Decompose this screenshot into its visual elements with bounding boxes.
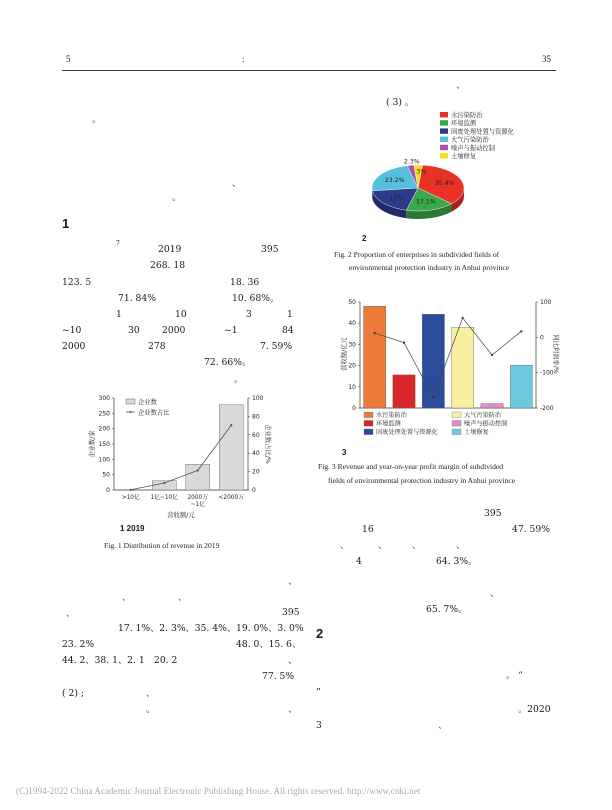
legend-swatch [440, 128, 448, 133]
legend-label: 固废处理处置与资源化 [451, 128, 514, 136]
text-fragment: 、 [122, 592, 132, 603]
figure-2-caption-line-1: Fig. 2 Proportion of enterprises in subdivided fields of [334, 250, 500, 259]
y2-tick-label: 0 [252, 487, 256, 494]
text-fragment: 。 [92, 114, 102, 125]
text-fragment: 。 “ [506, 670, 523, 681]
text-fragment: 72. 66%。 [204, 357, 252, 368]
y-tick-label: 200 [98, 425, 110, 433]
legend-label: 环境监测 [376, 420, 401, 428]
running-header-colon: : [242, 54, 245, 64]
line-point [130, 489, 132, 491]
y2-tick-label: 0 [540, 334, 544, 342]
y2-ticks [536, 299, 554, 412]
text-fragment: 268. 18 [150, 260, 186, 271]
page-number-left: 5 [66, 54, 71, 64]
figure-1-revenue-distribution-chart [76, 390, 272, 520]
line-point [163, 482, 165, 484]
legend-label: 噪声与振动控制 [451, 144, 496, 152]
text-fragment: 2000 [62, 341, 86, 352]
figure-reference: ( 3) 。 [386, 97, 415, 108]
line-point [491, 354, 493, 356]
pie-value-label: 35.4% [434, 179, 455, 187]
y2-ticks [248, 395, 264, 494]
line-point [403, 342, 405, 344]
y2-axis-label: 企业数占比/% [264, 424, 271, 464]
bar [481, 404, 503, 408]
text-fragment: 4 [356, 556, 362, 567]
legend-label: 环境监测 [451, 120, 477, 128]
figure-2-caption-line-2: environmental protection industry in Anhui province [349, 263, 510, 272]
text-fragment: 、 [438, 720, 448, 731]
legend-swatch [440, 120, 448, 125]
y2-tick-label: 40 [252, 450, 260, 458]
text-fragment: 16 [362, 524, 374, 535]
x-tick-label: >10亿 [121, 495, 140, 501]
text-fragment: 10. 68%。 [232, 293, 280, 304]
x-ticks [122, 493, 244, 508]
text-fragment: ~10 [62, 325, 82, 336]
x-tick-label: <2000万 [218, 495, 244, 501]
text-fragment: 。 [234, 374, 244, 385]
y-tick-label: 100 [98, 456, 110, 464]
legend-label: 土壤修复 [451, 153, 477, 160]
text-fragment: 10 [175, 309, 187, 320]
text-fragment: 、 [232, 178, 242, 189]
y2-tick-label: 80 [252, 413, 260, 421]
y2-tick-label: -200 [540, 405, 554, 412]
legend-label: 固废处理处置与资源化 [376, 429, 438, 436]
text-fragment: 3 [316, 720, 322, 731]
figure-3-caption-line-1: Fig. 3 Revenue and year-on-year profit margin of subdivided [318, 462, 504, 471]
text-fragment: 2019 [158, 244, 182, 255]
text-fragment: ” [316, 687, 321, 698]
pie-value-label: 2.3% [403, 158, 420, 166]
y2-tick-label: -100 [540, 369, 554, 377]
y-tick-label: 40 [348, 320, 356, 328]
line-point [197, 469, 199, 471]
pie-value-label: 3% [416, 168, 427, 176]
y-tick-label: 30 [348, 341, 356, 349]
text-fragment: 30 [128, 325, 140, 336]
text-fragment: 395 [261, 244, 279, 255]
pie-legend [440, 110, 515, 160]
y-tick-label: 300 [98, 395, 110, 402]
legend-label: 水污染防治 [451, 112, 483, 119]
y-ticks [348, 299, 360, 412]
y-tick-label: 150 [98, 441, 110, 448]
legend-swatch [440, 145, 448, 150]
section-heading-2: 2 [316, 626, 324, 641]
text-fragment: 1 [116, 309, 122, 320]
legend-swatch [364, 421, 373, 427]
figure-3-number: 3 [342, 448, 347, 457]
legend-marker-line [130, 411, 132, 413]
text-fragment: 1 [287, 309, 293, 320]
text-fragment: 17. 1%、2. 3%、35. 4%、19. 0%、3. 0% [118, 623, 304, 634]
page-number-right: 35 [542, 54, 551, 64]
citation-ref: 7 [116, 240, 120, 247]
text-fragment: 、 [412, 540, 422, 551]
legend-swatch [364, 429, 373, 435]
text-fragment: 123. 5 [62, 277, 92, 288]
text-fragment: 18. 36 [230, 277, 260, 288]
y-axis-label: 营收额/亿元 [341, 337, 348, 371]
bar-legend [364, 411, 507, 436]
legend-swatch-bar [126, 399, 135, 404]
line-point [374, 332, 376, 334]
line-point [230, 424, 232, 426]
text-fragment: 395 [484, 508, 502, 519]
text-fragment: 、 [378, 540, 388, 551]
y2-tick-label: 100 [540, 299, 552, 306]
text-fragment: ( 2) ; [62, 688, 84, 699]
text-fragment: 、 [288, 576, 298, 587]
text-fragment: 。 [146, 704, 156, 715]
text-fragment: 23. 2% [62, 639, 95, 650]
figure-3-caption-line-2: fields of environmental protection industry in Anhui province [328, 476, 516, 485]
legend-label: 噪声与振动控制 [464, 420, 508, 428]
text-fragment: 278 [148, 341, 166, 352]
y-tick-label: 20 [348, 362, 356, 370]
y-tick-label: 50 [348, 299, 356, 306]
legend-label: 水污染防治 [376, 412, 407, 419]
legend-label-line: 企业数占比 [138, 409, 170, 417]
legend-swatch [452, 412, 461, 418]
text-fragment: 。 [172, 192, 182, 203]
legend-label-bar: 企业数 [138, 399, 157, 406]
bar [186, 464, 210, 490]
bar-series [119, 405, 244, 491]
legend-swatch [440, 137, 448, 142]
text-fragment: 、 [490, 588, 500, 599]
text-fragment: 、 [288, 655, 298, 666]
x-axis-label: 营收额/元 [167, 512, 195, 519]
header-rule [62, 70, 556, 71]
text-fragment: 395 [282, 607, 300, 618]
legend-swatch [440, 153, 448, 158]
text-fragment: 、 [456, 540, 466, 551]
y-tick-label: 0 [106, 487, 110, 494]
text-fragment: 20. 2 [154, 655, 178, 666]
y-axis-label: 企业数/家 [89, 430, 96, 458]
text-fragment: 、 [146, 688, 156, 699]
section-heading-1: 1 [62, 216, 70, 231]
legend-swatch [364, 412, 373, 418]
line-points [130, 424, 233, 491]
y-tick-label: 10 [348, 383, 356, 391]
text-fragment: 7. 59% [260, 341, 293, 352]
x-tick-label: ~1亿 [190, 502, 205, 508]
legend-label: 土壤修复 [464, 429, 489, 436]
text-fragment: 、 [178, 592, 188, 603]
y2-tick-label: 60 [252, 431, 260, 439]
x-tick-label: 2000万 [187, 495, 209, 501]
text-fragment: 、 [456, 80, 466, 91]
figure-1-caption: Fig. 1 Distribution of revenue in 2019 [104, 541, 220, 550]
figure-1-number: 1 2019 [120, 524, 145, 533]
line-point [432, 396, 434, 398]
bar [422, 314, 444, 408]
text-fragment: ~1 [224, 325, 238, 336]
figure-2-number: 2 [362, 234, 367, 243]
y-tick-label: 50 [102, 471, 110, 479]
copyright-footer: (C)1994-2022 China Academic Journal Electronic Publishing House. All rights reserved. http://www.cnki.net [16, 786, 421, 796]
pie-value-label: 17.1% [416, 198, 436, 206]
text-fragment: 64. 3%。 [436, 556, 478, 567]
figure-3-revenue-profit-chart [334, 294, 560, 446]
text-fragment: 2000 [162, 325, 186, 336]
text-fragment: 、 [288, 704, 298, 715]
legend-swatch [452, 421, 461, 427]
text-fragment: 、 [340, 540, 350, 551]
text-fragment: 44. 2、38. 1、2. 1 [62, 655, 145, 666]
line-point [462, 317, 464, 319]
y-ticks [99, 395, 114, 494]
text-fragment: 71. 84% [118, 293, 156, 304]
x-tick-label: 1亿~10亿 [150, 495, 179, 501]
text-fragment: 47. 59% [512, 524, 550, 535]
figure-2-pie-chart [340, 108, 556, 228]
y2-axis-label: 同比利润率/% [552, 334, 559, 374]
bar [219, 405, 243, 490]
legend-label: 大气污染防治 [451, 136, 489, 144]
text-fragment: 3 [246, 309, 252, 320]
text-fragment: 77. 5% [262, 671, 295, 682]
y2-tick-label: 100 [252, 395, 264, 402]
y-tick-label: 0 [352, 405, 356, 412]
bar [510, 365, 532, 408]
y2-tick-label: 20 [252, 468, 260, 476]
bar [364, 306, 386, 408]
bar [393, 375, 415, 408]
legend-swatch [452, 429, 461, 435]
legend-label: 大气污染防治 [464, 412, 502, 419]
text-fragment: 、 [66, 608, 76, 619]
pie-value-label: 19% [389, 194, 404, 202]
line-point [520, 330, 522, 332]
text-fragment: 84 [282, 325, 294, 336]
line-series [131, 425, 232, 489]
text-fragment: 。2020 [518, 704, 551, 715]
text-fragment: 48. 0、15. 6、 [236, 639, 302, 650]
y-tick-label: 250 [98, 410, 110, 418]
pie-value-label: 23.2% [384, 176, 405, 184]
text-fragment: 65. 7%。 [426, 604, 468, 615]
legend-swatch [440, 112, 448, 117]
